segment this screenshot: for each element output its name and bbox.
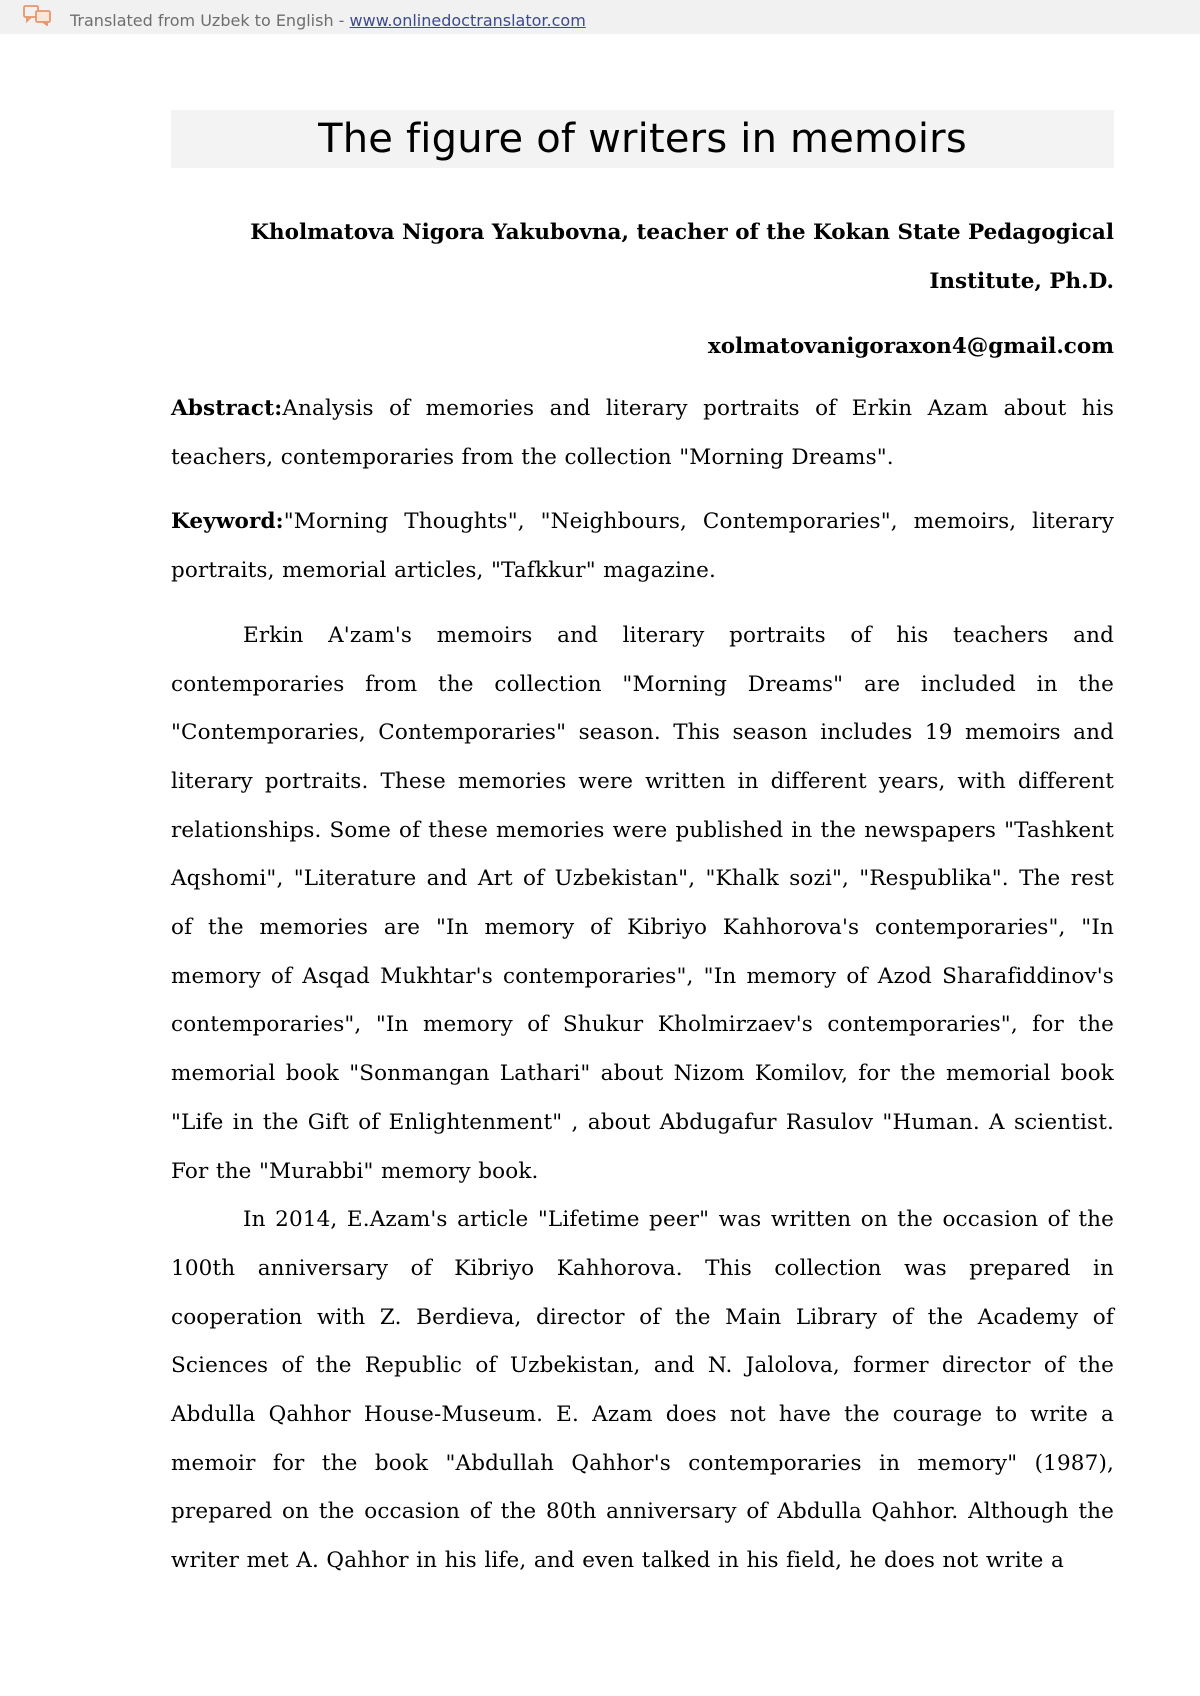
translate-icon: [22, 4, 54, 26]
keywords-text: "Morning Thoughts", "Neighbours, Contemporaries", memoirs, literary portraits, memorial articles, "Tafkkur" magazine.: [171, 509, 1114, 584]
page-title: The figure of writers in memoirs: [318, 116, 967, 162]
author-line: Kholmatova Nigora Yakubovna, teacher of the Kokan State Pedagogical Institute, Ph.D.: [250, 220, 1114, 294]
keywords-label: Keyword:: [171, 509, 284, 535]
body-paragraph-1: Erkin A'zam's memoirs and literary portraits of his teachers and contemporaries from the collection "Morning Dreams" are included in the "Contemporaries, Contemporaries" season. This season includes 19 memoirs and literary portraits. These memories were written in different years, with different relationships. Some of these memories were published in the newspapers "Tashkent Aqshomi", "Literature and Art of Uzbekistan", "Khalk sozi", "Respublika". The rest of the memories are "In memory of Kibriyo Kahhorova's contemporaries", "In memory of Asqad Mukhtar's contemporaries", "In memory of Azod Sharafiddinov's contemporaries", "In memory of Shukur Kholmirzaev's contemporaries", for the memorial book "Sonmangan Lathari" about Nizom Komilov, for the memorial book "Life in the Gift of Enlightenment" , about Abdugafur Rasulov "Human. A scientist. For the "Murabbi" memory book.: [171, 622, 1114, 1184]
body-paragraph-2: In 2014, E.Azam's article "Lifetime peer" was written on the occasion of the 100th anniversary of Kibriyo Kahhorova. This collection was prepared in cooperation with Z. Berdieva, director of the Main Library of the Academy of Sciences of the Republic of Uzbekistan, and N. Jalolova, former director of the Abdulla Qahhor House-Museum. E. Azam does not have the courage to write a memoir for the book "Abdullah Qahhor's contemporaries in memory" (1987), prepared on the occasion of the 80th anniversary of Abdulla Qahhor. Although the writer met A. Qahhor in his life, and even talked in his field, he does not write a: [171, 1207, 1114, 1574]
abstract-label: Abstract:: [171, 396, 283, 421]
author-email: xolmatovanigoraxon4@gmail.com: [707, 334, 1114, 359]
document-page: [171, 110, 1114, 1586]
translator-link[interactable]: www.onlinedoctranslator.com: [349, 11, 586, 30]
title-box: [171, 110, 1114, 168]
abstract: [171, 385, 1114, 482]
abstract-text: Analysis of memories and literary portraits of Erkin Azam about his teachers, contemporaries from the collection "Morning Dreams".: [171, 396, 1114, 470]
banner-prefix: Translated from Uzbek to English -: [70, 11, 350, 30]
keywords: [171, 498, 1114, 595]
translation-banner: [0, 0, 1200, 34]
banner-text: [70, 11, 586, 30]
